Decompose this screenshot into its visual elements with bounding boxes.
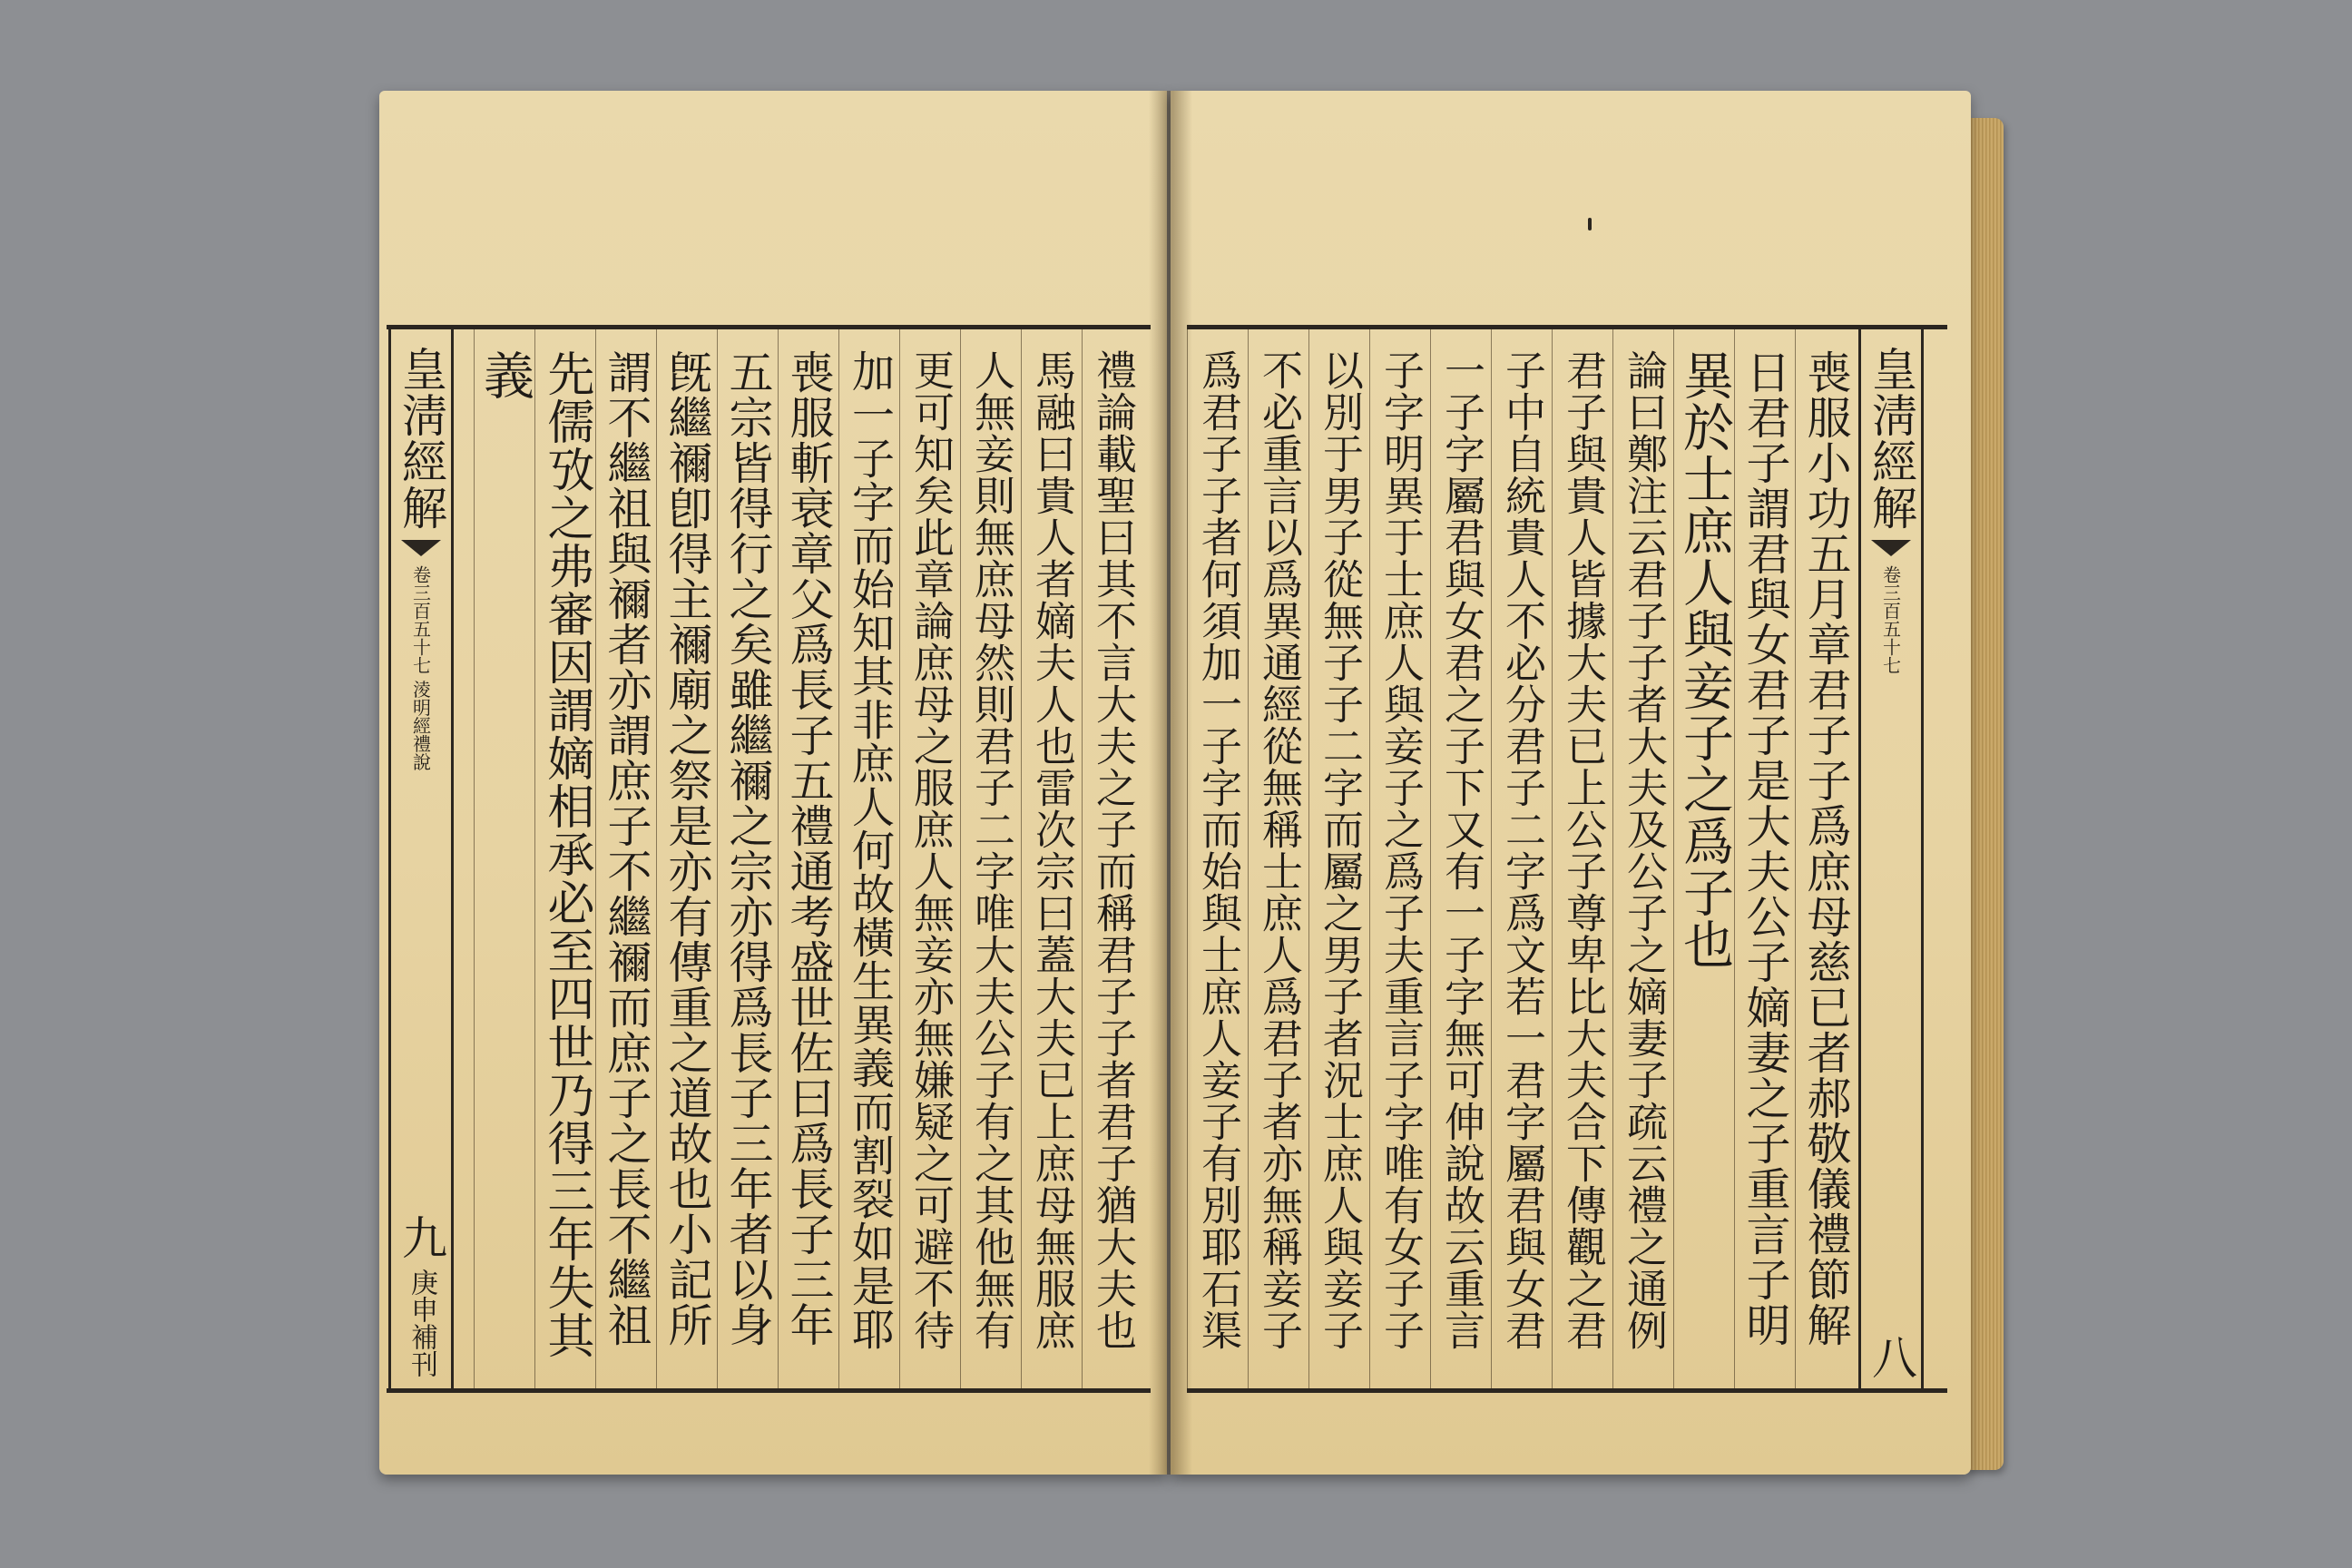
left-text-frame [387, 325, 1151, 1393]
left-column-9 [595, 329, 657, 1388]
left-column-11 [474, 329, 535, 1388]
column-text: 君子與貴人皆據大夫已上公子尊卑比大夫合下傳觀之君 [1559, 349, 1607, 1351]
right-page [1171, 91, 1971, 1475]
left-block-center [388, 329, 454, 1388]
left-block-edition: 庚申補刊 [406, 1269, 437, 1377]
fish-tail-mark-icon [401, 540, 441, 556]
left-block-title: 皇淸經解 [395, 346, 447, 531]
right-column-9 [1308, 329, 1370, 1388]
left-column-6 [778, 329, 839, 1388]
column-text: 一子字屬君與女君之子下又有一子字無可伸說故云重言 [1437, 349, 1485, 1351]
column-text: 不必重言以爲異通經從無稱士庶人爲君子者亦無稱妾子 [1255, 349, 1303, 1351]
right-column-11 [1187, 329, 1249, 1388]
right-column-6 [1491, 329, 1553, 1388]
left-column-4 [899, 329, 961, 1388]
column-text: 喪服小功五月章君子子爲庶母慈已者郝敬儀禮節解 [1800, 349, 1852, 1348]
right-block-page: 八 [1865, 1334, 1917, 1379]
column-text: 子字明異于士庶人與妾子之爲子夫重言子字唯有女子子 [1377, 349, 1425, 1351]
column-text: 謂不繼祖與禰者亦謂庶子不繼禰而庶子之長不繼祖 [601, 349, 652, 1348]
right-column-1 [1795, 329, 1857, 1388]
column-text: 旣繼禰卽得主禰廟之祭是亦有傳重之道故也小記所 [662, 349, 713, 1348]
column-text: 異於士庶人與妾子之爲子也 [1675, 349, 1734, 970]
open-book [379, 91, 2004, 1488]
column-text: 子中自統貴人不必分君子二字爲文若一君字屬君與女君 [1498, 349, 1546, 1351]
book-gutter [1149, 91, 1192, 1475]
right-block-title: 皇淸經解 [1865, 346, 1917, 531]
column-text: 喪服斬衰章父爲長子五禮通考盛世佐曰爲長子三年 [783, 349, 835, 1348]
column-text: 論曰鄭注云君子子者大夫及公子之嫡妻子疏云禮之通例 [1620, 349, 1668, 1351]
left-column-2 [1021, 329, 1083, 1388]
right-block-center [1858, 329, 1924, 1388]
left-column-3 [960, 329, 1022, 1388]
column-text: 五宗皆得行之矣雖繼禰之宗亦得爲長子三年者以身 [722, 349, 774, 1348]
left-column-8 [656, 329, 718, 1388]
left-block-page: 九 [395, 1214, 447, 1259]
left-page [379, 91, 1167, 1475]
right-text-frame [1187, 325, 1947, 1393]
left-column-5 [838, 329, 900, 1388]
right-column-2 [1734, 329, 1796, 1388]
right-column-4 [1612, 329, 1674, 1388]
column-text: 日君子謂君與女君子是大夫公子嫡妻之子重言子明 [1740, 349, 1791, 1348]
column-text: 以別于男子從無子子二字而屬之男子者況士庶人與妾子 [1316, 349, 1364, 1351]
column-text: 馬融曰貴人者嫡夫人也雷次宗曰蓋大夫已上庶母無服庶 [1028, 349, 1076, 1351]
left-column-7 [717, 329, 779, 1388]
left-column-10 [534, 329, 596, 1388]
right-column-10 [1248, 329, 1309, 1388]
right-column-7 [1430, 329, 1492, 1388]
fish-tail-mark-icon [1871, 540, 1911, 556]
right-column-5 [1552, 329, 1613, 1388]
left-block-volume: 卷三百五十七 淩明經禮說 [409, 565, 432, 771]
column-text: 義 [475, 349, 534, 401]
column-text: 人無妾則無庶母然則君子二字唯大夫公子有之其他無有 [967, 349, 1015, 1351]
column-text: 爲君子子者何須加一子字而始與士庶人妾子有別耶石渠 [1194, 349, 1242, 1351]
page-edges [1965, 118, 2004, 1470]
right-column-8 [1369, 329, 1431, 1388]
column-text: 加一子字而始知其非庶人何故橫生異義而割裂如是耶 [845, 349, 895, 1351]
column-text: 先儒攷之弗審因謂嫡相承必至四世乃得三年失其 [539, 349, 593, 1359]
right-block-volume: 卷三百五十七 [1879, 565, 1902, 674]
left-column-1 [1082, 329, 1143, 1388]
ink-mark [1588, 218, 1592, 230]
right-column-3 [1673, 329, 1735, 1388]
column-text: 禮論載聖曰其不言大夫之子而稱君子子者君子猶大夫也 [1089, 349, 1137, 1351]
column-text: 更可知矣此章論庶母之服庶人無妾亦無嫌疑之可避不待 [906, 349, 955, 1351]
